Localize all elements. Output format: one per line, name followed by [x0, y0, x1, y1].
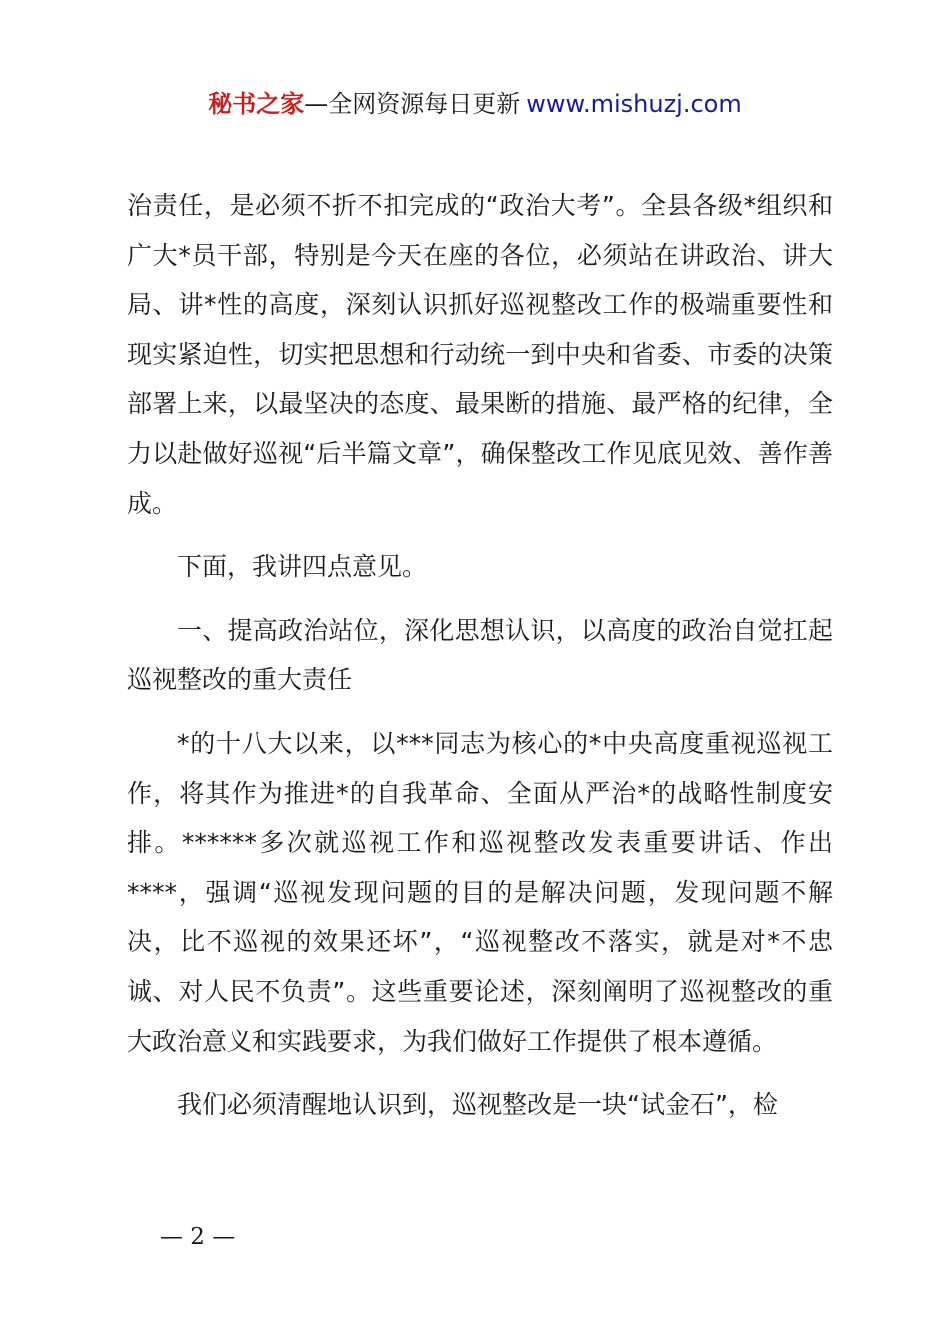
paragraph-continuation: 治责任，是必须不折不扣完成的“政治大考”。全县各级*组织和广大*员干部，特别是今天在座的各位，必须站在讲政治、讲大局、讲*性的高度，深刻认识抓好巡视整改工作的极端重要性和现实紧迫性，切实把思想和行动统一到中央和省委、市委的决策部署上来，以最坚决的态度、最果断的措施、最严格的纪律，全力以赴做好巡视“后半篇文章”，确保整改工作见底见效、善作善成。 [127, 191, 833, 518]
paragraph-intro: 下面，我讲四点意见。 [177, 552, 428, 582]
paragraph-body: *的十八大以来，以***同志为核心的*中央高度重视巡视工作，将其作为推进*的自我革命、全面从严治*的战略性制度安排。******多次就巡视工作和巡视整改发表重要讲话、作出****，强调“巡视发现问题的目的是解决问题，发现问题不解决，比不巡视的效果还坏”，“巡视整改不落实，就是对*不忠诚、对人民不负责”。这些重要论述，深刻阐明了巡视整改的重大政治意义和实践要求，为我们做好工作提供了根本遵循。 [127, 728, 833, 1056]
header-site-url[interactable]: www.mishuzj.com [526, 90, 742, 118]
header-brand: 秘书之家 [208, 90, 305, 118]
document-body [127, 181, 833, 1130]
section-heading-one: 一、提高政治站位，深化思想认识，以高度的政治自觉扛起巡视整改的重大责任 [127, 615, 833, 695]
header-tagline: —全网资源每日更新 [304, 90, 521, 118]
document-header [0, 86, 950, 122]
page-number: — 2 — [160, 1224, 236, 1250]
paragraph-body-continued: 我们必须清醒地认识到，巡视整改是一块“试金石”，检 [177, 1090, 778, 1120]
